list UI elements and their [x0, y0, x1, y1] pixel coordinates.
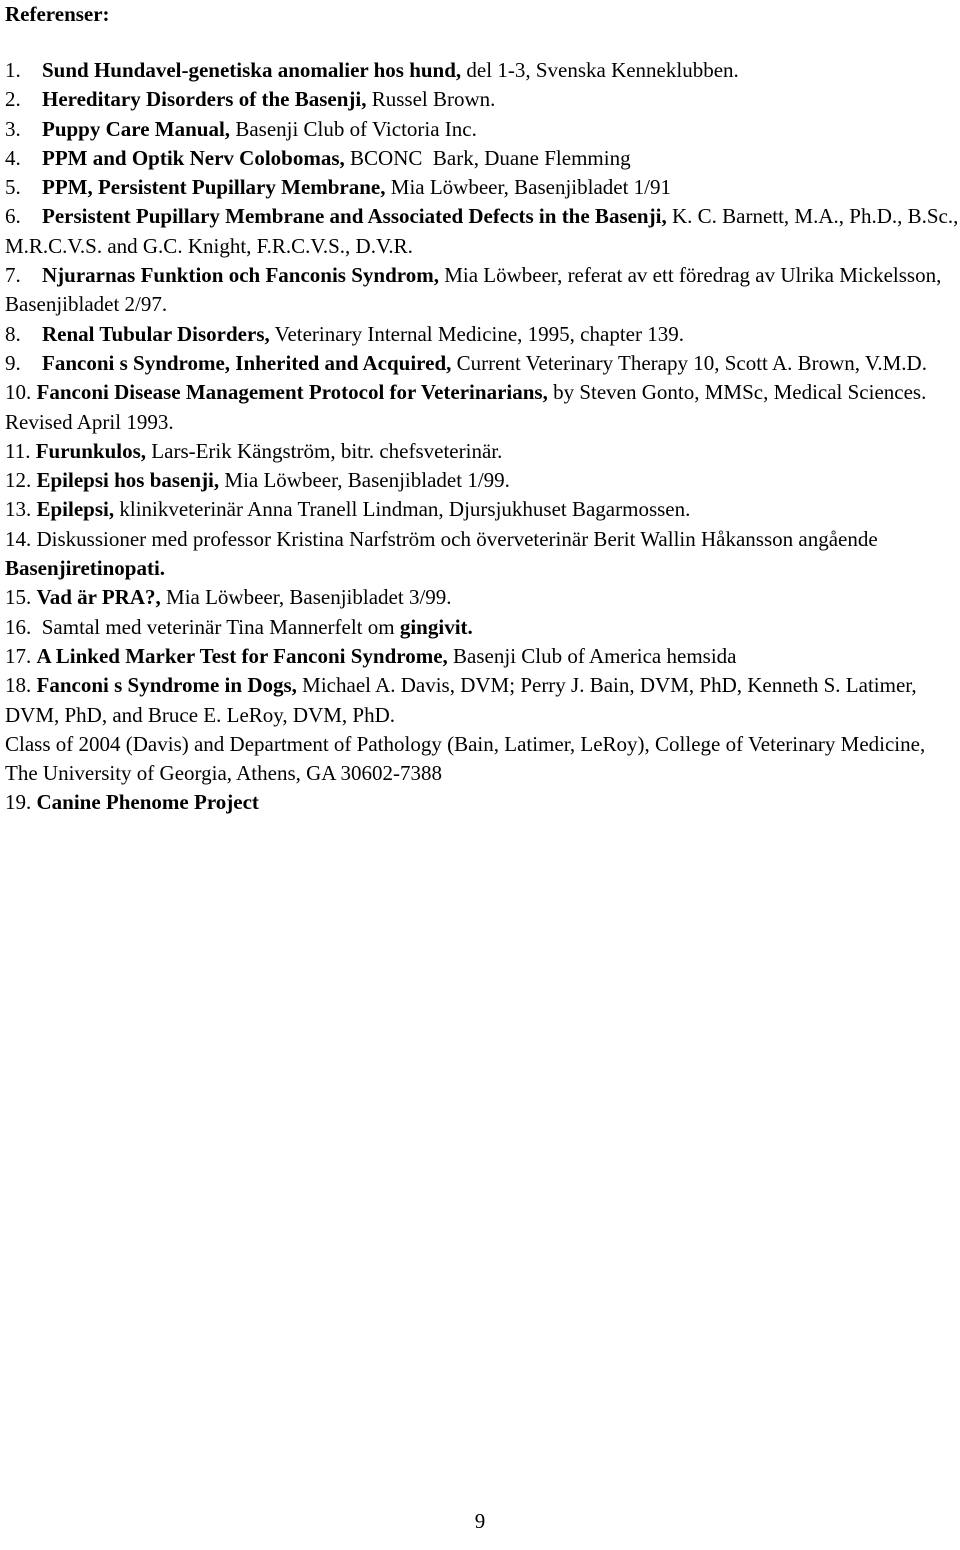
reference-title: A Linked Marker Test for Fanconi Syndrome, [36, 643, 448, 668]
reference-3 [5, 115, 960, 144]
reference-details: Veterinary Internal Medicine, 1995, chapter 139. [269, 321, 684, 346]
reference-number: 1. [5, 58, 21, 82]
reference-title: Epilepsi hos basenji, [36, 468, 220, 493]
reference-details: klinikveterinär Anna Tranell Lindman, Djursjukhuset Bagarmossen. [114, 497, 691, 522]
reference-title: PPM, Persistent Pupillary Membrane, [42, 175, 386, 200]
reference-details: Basenji Club of America hemsida [447, 643, 737, 668]
reference-2 [5, 85, 960, 114]
reference-details: Basenji Club of Victoria Inc. [230, 116, 477, 141]
reference-number: 2. [5, 87, 21, 112]
reference-title: gingivit. [399, 614, 473, 639]
reference-details: Mia Löwbeer, Basenjibladet 3/99. [160, 585, 452, 610]
reference-number: 15. [5, 585, 32, 610]
reference-title: Renal Tubular Disorders, [42, 321, 270, 346]
reference-18-note: Class of 2004 (Davis) and Department of Pathology (Bain, Latimer, LeRoy), College of Veterinary Medicine, The University of Georgia, Athens, GA 30602-7388 [5, 731, 926, 786]
reference-details: Samtal med veterinär Tina Mannerfelt om [31, 614, 400, 639]
reference-15 [5, 583, 960, 612]
reference-number: 7. [5, 263, 21, 288]
reference-details: Russel Brown. [366, 87, 496, 112]
reference-10 [5, 378, 960, 437]
reference-number: 6. [5, 204, 21, 229]
reference-title: Sund Hundavel-genetiska anomalier hos hund, [42, 58, 462, 82]
reference-details: by Steven Gonto, MMSc, Medical Sciences. Revised April 1993. [5, 380, 927, 434]
page-number: 9 [474, 1509, 486, 1533]
reference-17 [5, 642, 960, 671]
reference-list [5, 56, 960, 818]
reference-1 [5, 56, 960, 85]
reference-title: PPM and Optik Nerv Colobomas, [42, 145, 345, 170]
reference-details: Mia Löwbeer, Basenjibladet 1/99. [219, 468, 510, 493]
reference-details: BCONC Bark, Duane Flemming [344, 145, 631, 170]
reference-details: Mia Löwbeer, Basenjibladet 1/91 [385, 175, 672, 200]
reference-title: Fanconi Disease Management Protocol for Veterinarians, [36, 380, 548, 405]
reference-title: Basenjiretinopati. [5, 556, 166, 581]
reference-number: 3. [5, 116, 21, 141]
reference-title: Vad är PRA?, [36, 585, 161, 610]
reference-9 [5, 349, 960, 378]
reference-details: Mia Löwbeer, referat av ett föredrag av Ulrika Mickelsson, Basenjibladet 2/97. [5, 263, 942, 317]
reference-details: K. C. Barnett, M.A., Ph.D., B.Sc., M.R.C.V.S. and G.C. Knight, F.R.C.V.S., D.V.R. [5, 204, 959, 258]
reference-title: Furunkulos, [35, 438, 147, 463]
reference-18 [5, 671, 960, 730]
references-heading: Referenser: [5, 2, 110, 26]
reference-number: 19. [5, 790, 32, 815]
reference-number: 5. [5, 175, 21, 200]
reference-6 [5, 202, 960, 261]
reference-details: del 1-3, Svenska Kenneklubben. [461, 58, 739, 82]
reference-13 [5, 495, 960, 524]
reference-number: 4. [5, 145, 21, 170]
reference-title: Fanconi s Syndrome, Inherited and Acquired, [42, 350, 452, 375]
reference-4 [5, 144, 960, 173]
reference-number: 12. [5, 468, 32, 493]
reference-number: 16. [5, 614, 32, 639]
reference-14 [5, 525, 960, 584]
reference-number: 18. [5, 673, 32, 698]
reference-details: Diskussioner med professor Kristina Narfström och överveterinär Berit Wallin Håkansson angående [31, 526, 878, 551]
reference-number: 8. [5, 321, 21, 346]
reference-title: Epilepsi, [36, 497, 115, 522]
reference-11 [5, 437, 960, 466]
reference-5 [5, 173, 960, 202]
reference-number: 10. [5, 380, 32, 405]
reference-16 [5, 613, 960, 642]
reference-number: 11. [5, 438, 31, 463]
reference-number: 17. [5, 643, 32, 668]
reference-title: Hereditary Disorders of the Basenji, [42, 87, 367, 112]
reference-details: Current Veterinary Therapy 10, Scott A. Brown, V.M.D. [451, 350, 927, 375]
reference-number: 9. [5, 350, 21, 375]
reference-details: Lars-Erik Kängström, bitr. chefsveterinär. [146, 438, 503, 463]
reference-title: Fanconi s Syndrome in Dogs, [36, 673, 297, 698]
reference-8 [5, 320, 960, 349]
reference-title: Persistent Pupillary Membrane and Associated Defects in the Basenji, [42, 204, 667, 229]
reference-19 [5, 788, 960, 817]
reference-7 [5, 261, 960, 320]
reference-12 [5, 466, 960, 495]
reference-number: 14. [5, 526, 32, 551]
reference-title: Puppy Care Manual, [42, 116, 231, 141]
reference-title: Njurarnas Funktion och Fanconis Syndrom, [42, 263, 439, 288]
reference-details: Michael A. Davis, DVM; Perry J. Bain, DVM, PhD, Kenneth S. Latimer, DVM, PhD, and Bruce E. LeRoy, DVM, PhD. [5, 673, 917, 727]
reference-number: 13. [5, 497, 32, 522]
reference-title: Canine Phenome Project [36, 790, 259, 815]
